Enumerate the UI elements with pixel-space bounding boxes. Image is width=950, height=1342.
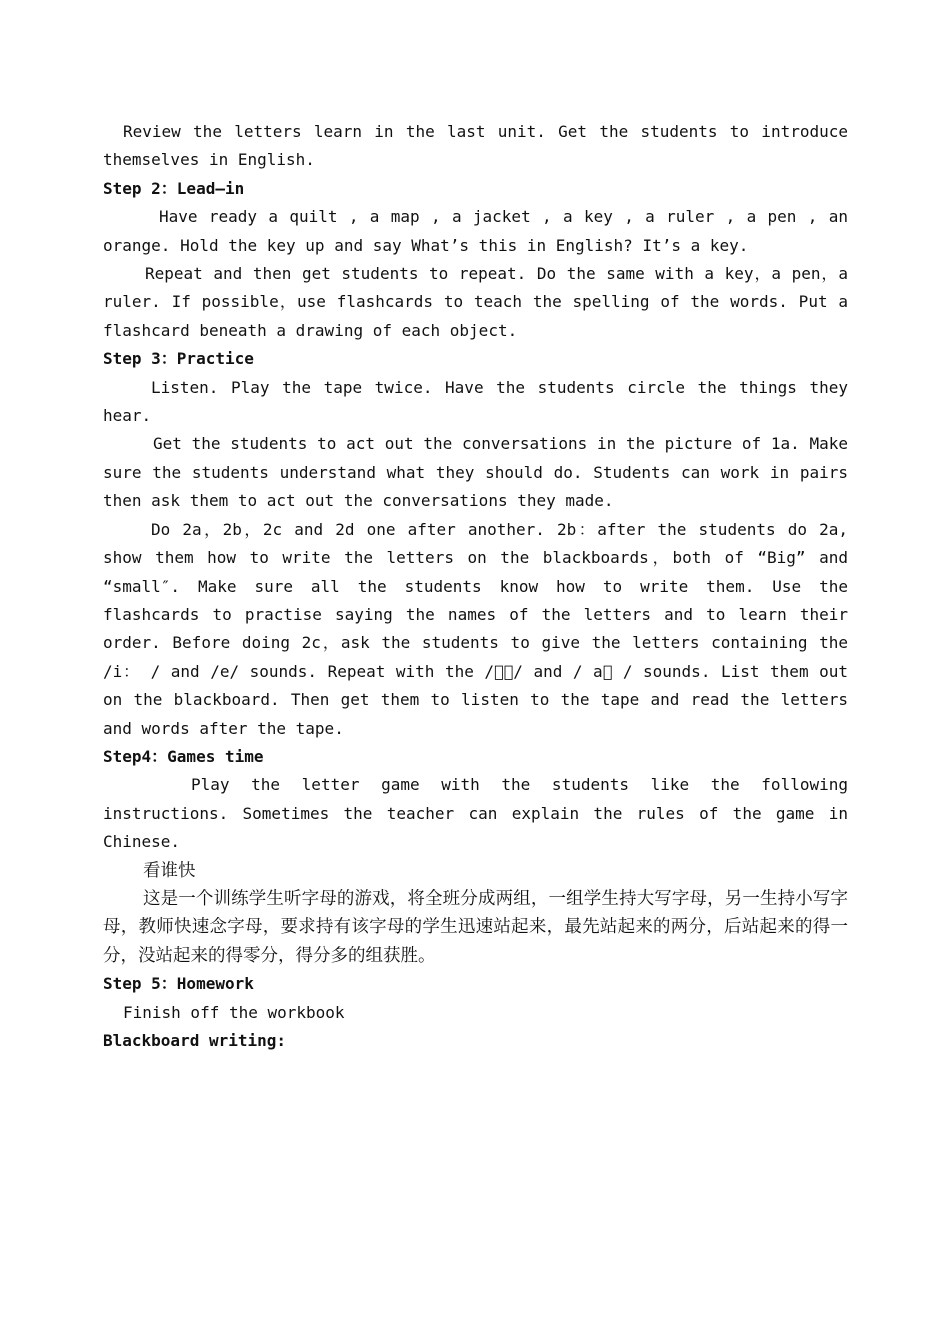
game-description: 这是一个训练学生听字母的游戏，将全班分成两组，一组学生持大写字母，另一生持小写字母，教师快速念字母，要求持有该字母的学生迅速站起来，最先站起来的两分，后站起来的得一分，没站起来的得零分，得分多的组获胜。 <box>103 888 848 966</box>
step4-heading: Step4：Games time <box>103 746 264 766</box>
step2-paragraph-2: Repeat and then get students to repeat. Do the same with a key，a pen，a ruler. If possible，use flashcards to teach the spelling of the words. Put a flashcard beneath a drawing of each object. <box>103 264 848 340</box>
intro-paragraph: Review the letters learn in the last unit. Get the students to introduce themselves in English. <box>103 122 848 170</box>
step4-paragraph-1: Play the letter game with the students like the following instructions. Sometimes the teacher can explain the rules of the game in Chinese. <box>103 775 848 852</box>
game-title: 看谁快 <box>143 860 196 881</box>
step3-paragraph-2: Get the students to act out the conversations in the picture of 1a. Make sure the students understand what they should do. Students can work in pairs then ask them to act out the conversations they made. <box>103 434 848 511</box>
step3-paragraph-3: Do 2a，2b，2c and 2d one after another. 2b：after the students do 2a, show them how to write the letters on the blackboards，both of “Big” and “small″. Make sure all the students know how to write them. Use the flashcards to practise saying the names of the letters and to learn their order. Before doing 2c，ask the students to give the letters containing the /i： / and /e/ sounds. Repeat with the /  / and / a  / sounds. List them out on the blackboard. Then get them to listen to the tape and read the letters and words after the tape. <box>103 519 848 738</box>
step3-heading: Step 3：Practice <box>103 349 254 369</box>
step2-paragraph-1: Have ready a quilt , a map , a jacket , a key , a ruler , a pen , an orange. Hold the key up and say What’s this in English? It’s a key. <box>103 207 848 255</box>
step2-heading: Step 2：Lead—in <box>103 178 245 198</box>
blackboard-heading: Blackboard writing: <box>103 1031 287 1050</box>
step3-paragraph-1: Listen. Play the tape twice. Have the students circle the things they hear. <box>103 377 848 426</box>
step5-heading: Step 5：Homework <box>103 974 254 994</box>
lesson-plan-body <box>103 118 848 1055</box>
step5-paragraph-1: Finish off the workbook <box>123 1002 345 1022</box>
